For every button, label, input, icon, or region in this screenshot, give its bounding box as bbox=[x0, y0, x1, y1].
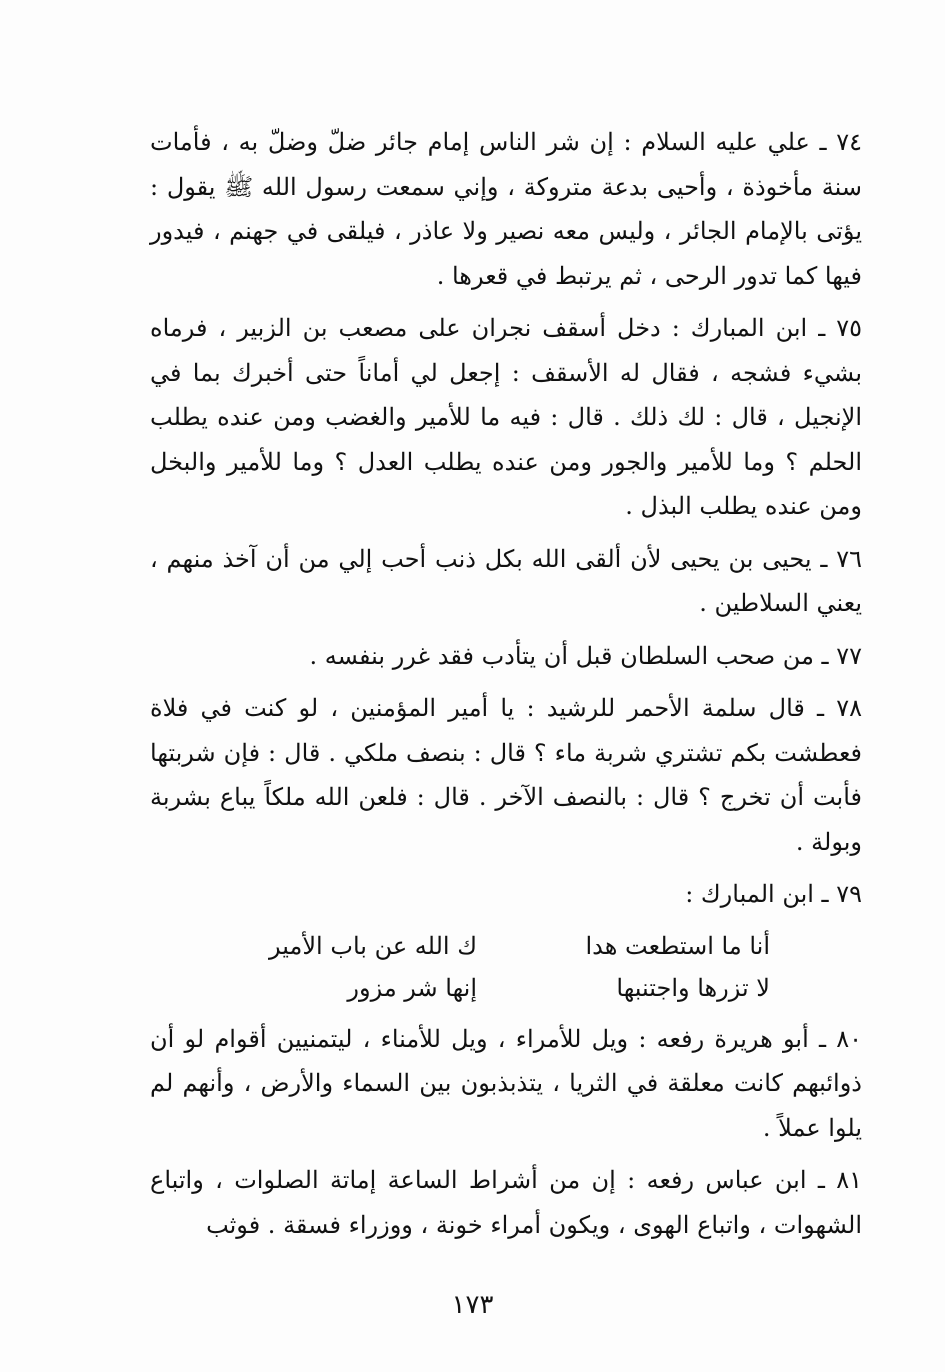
entry-80-text: ٨٠ ـ أبو هريرة رفعه : ويل للأمراء ، ويل للأمناء ، ليتمنيين أقوام لو أن ذوائبهم كانت معلقة في الثريا ، يتذبذبون بين السماء والأرض ، وأنهم لم يلوا عملاً . bbox=[150, 1024, 862, 1142]
poem-line-1-second-hemistich: ك الله عن باب الأمير bbox=[269, 931, 477, 960]
entry-78 bbox=[150, 686, 862, 864]
page-number: ١٧٣ bbox=[451, 1290, 494, 1320]
entry-78-text: ٧٨ ـ قال سلمة الأحمر للرشيد : يا أمير المؤمنين ، لو كنت في فلاة فعطشت بكم تشتري شربة ماء ؟ قال : بنصف ملكي . قال : فإن شربتها فأبت أن تخرج ؟ قال : بالنصف الآخر . قال : فلعن الله ملكاً يباع بشربة وبولة . bbox=[150, 694, 862, 856]
entry-79 bbox=[150, 872, 862, 917]
poem-line-2-first-hemistich: لا تزرها واجتنبها bbox=[616, 973, 770, 1002]
entry-76-text: ٧٦ ـ يحيى بن يحيى لأن ألقى الله بكل ذنب أحب إلي من أن آخذ منهم ، يعني السلاطين . bbox=[150, 544, 862, 617]
poem-line-1-first-hemistich: أنا ما استطعت هدا bbox=[585, 931, 770, 960]
entry-77-text: ٧٧ ـ من صحب السلطان قبل أن يتأدب فقد غرر بنفسه . bbox=[309, 641, 862, 670]
poem-line-2-second-hemistich: إنها شر مزور bbox=[347, 973, 477, 1002]
poem-line-1 bbox=[150, 925, 862, 967]
entry-81-text: ٨١ ـ ابن عباس رفعه : إن من أشراط الساعة إماتة الصلوات ، واتباع الشهوات ، واتباع الهوى ، ويكون أمراء خونة ، ووزراء فسقة . فوثب bbox=[150, 1166, 862, 1239]
entry-76 bbox=[150, 537, 862, 626]
entry-74-text: ٧٤ ـ علي عليه السلام : إن شر الناس إمام جائر ضلّ وضلّ به ، فأمات سنة مأخوذة ، وأحيى بدعة متروكة ، وإني سمعت رسول الله ﷺ يقول : يؤتى بالإمام الجائر ، وليس معه نصير ولا عاذر ، فيلقى في جهنم ، فيدور فيها كما تدور الرحى ، ثم يرتبط في قعرها . bbox=[150, 128, 863, 290]
entry-75-text: ٧٥ ـ ابن المبارك : دخل أسقف نجران على مصعب بن الزبير ، فرماه بشيء فشجه ، فقال له الأسقف : إجعل لي أماناً حتى أخبرك بما في الإنجيل ، قال : لك ذلك . قال : فيه ما للأمير والغضب ومن عنده يطلب الحلم ؟ وما للأمير والجور ومن عنده يطلب العدل ؟ وما للأمير والبخل ومن عنده يطلب البذل . bbox=[150, 314, 862, 520]
entry-77 bbox=[150, 634, 862, 679]
page-body bbox=[150, 120, 862, 1255]
entry-79-text: ٧٩ ـ ابن المبارك : bbox=[685, 880, 862, 908]
entry-74 bbox=[150, 120, 862, 298]
entry-81 bbox=[150, 1158, 862, 1247]
poem-line-2 bbox=[150, 967, 862, 1009]
entry-80 bbox=[150, 1017, 862, 1151]
entry-75 bbox=[150, 306, 862, 529]
poem bbox=[150, 925, 862, 1009]
